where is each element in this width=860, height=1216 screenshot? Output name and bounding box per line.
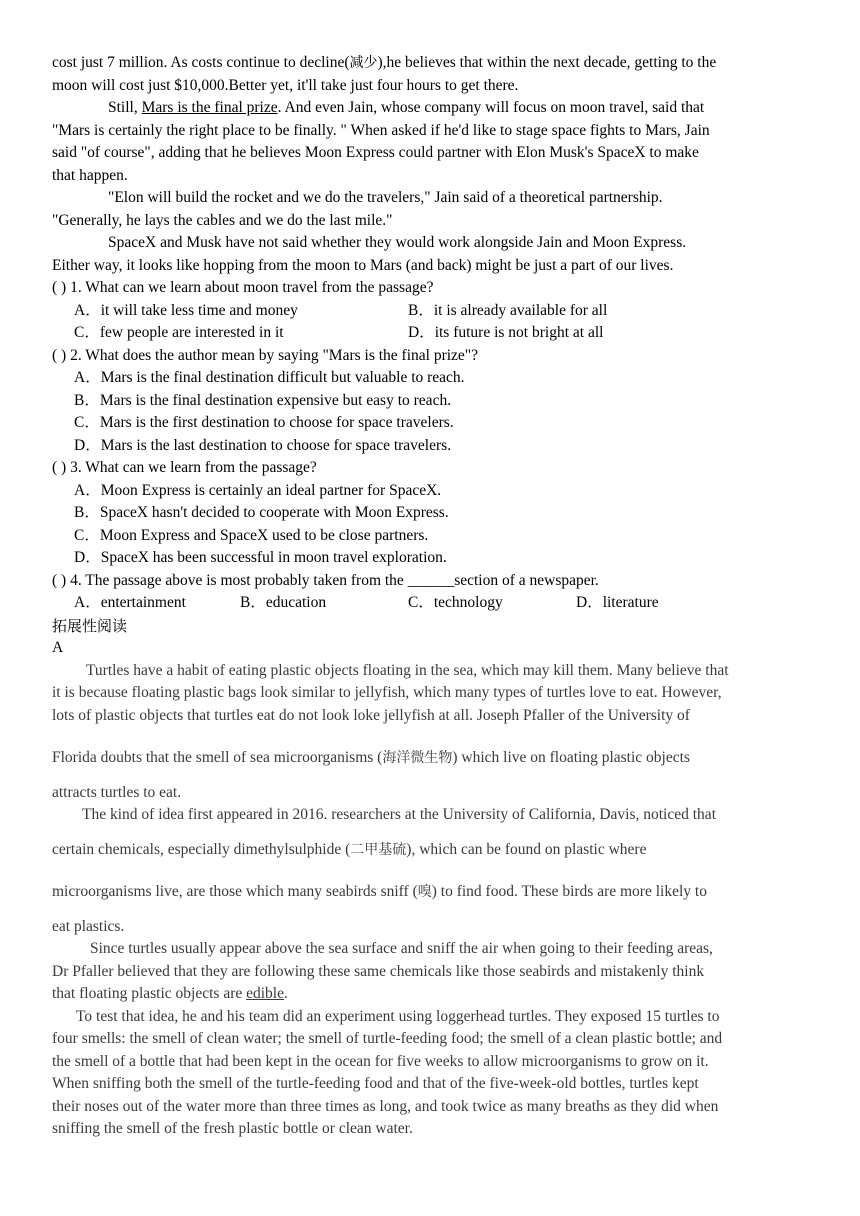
underlined-word: edible (246, 985, 284, 1002)
passage-line: the smell of a bottle that had been kept in the ocean for five weeks to allow microorganisms to grow on it. (52, 1052, 709, 1070)
paragraph-start: SpaceX and Musk have not said whether they would work alongside Jain and Moon Express. (108, 234, 687, 251)
text: certain chemicals, especially dimethylsulphide ( (52, 840, 351, 858)
text: Still, (108, 99, 142, 116)
option-d: D．Mars is the last destination to choose for space travelers. (74, 436, 452, 454)
passage-line: sniffing the smell of the fresh plastic bottle or clean water. (52, 1120, 413, 1137)
passage-line: four smells: the smell of clean water; the smell of turtle-feeding food; the smell of a clean plastic bottle; and (52, 1030, 723, 1047)
paragraph-start (52, 97, 812, 120)
passage-line: attracts turtles to eat. (52, 783, 182, 801)
text: Florida doubts that the smell of sea microorganisms ( (52, 749, 383, 766)
chinese-gloss: 嗅 (417, 884, 432, 900)
passage-line: lots of plastic objects that turtles eat do not look loke jellyfish at all. Joseph Pfaller of the University of (52, 706, 690, 724)
underlined-phrase: Mars is the final prize (141, 99, 278, 116)
paragraph-start: Turtles have a habit of eating plastic objects floating in the sea, which may kill them. Many believe that (86, 661, 729, 679)
passage-line: said "of course", adding that he believes Moon Express could partner with Elon Musk's SpaceX to make (52, 144, 699, 161)
passage-line: it is because floating plastic bags look similar to jellyfish, which many types of turtles love to eat. However, (52, 684, 722, 701)
passage-line (52, 983, 812, 1006)
passage-line: "Generally, he lays the cables and we do the last mile." (52, 211, 393, 229)
option-a: A．Mars is the final destination difficult but valuable to reach. (74, 369, 465, 386)
passage-line (52, 52, 812, 75)
question-stem: ( ) 1. What can we learn about moon travel from the passage? (52, 279, 434, 296)
option-b: B．Mars is the final destination expensive but easy to reach. (74, 391, 452, 409)
paragraph-start: Since turtles usually appear above the sea surface and sniff the air when going to their feeding areas, (90, 940, 713, 957)
passage-line (52, 839, 812, 862)
paragraph-start: The kind of idea first appeared in 2016. researchers at the University of California, Davis, noticed that (82, 806, 716, 823)
section-letter: A (52, 639, 64, 656)
text: ) which live on floating plastic objects (452, 749, 690, 766)
option-row (52, 592, 812, 615)
option-row (52, 322, 812, 345)
text: that floating plastic objects are (52, 985, 247, 1002)
passage-line: "Mars is certainly the right place to be finally. " When asked if he'd like to stage space fights to Mars, Jain (52, 121, 710, 139)
passage-line: their noses out of the water more than three times as long, and took twice as many breaths as they did when (52, 1097, 719, 1115)
passage-line (52, 881, 812, 904)
option-row (52, 300, 812, 323)
option-c: C．Moon Express and SpaceX used to be close partners. (74, 526, 429, 544)
text: . (284, 985, 288, 1002)
text: microorganisms live, are those which many seabirds sniff ( (52, 883, 418, 900)
option-d: D．SpaceX has been successful in moon travel exploration. (74, 549, 447, 566)
text: cost just 7 million. As costs continue to decline( (52, 54, 350, 71)
option-b: B．it is already available for all (408, 301, 608, 319)
question-stem: ( ) 4. The passage above is most probably taken from the ______section of a newspaper. (52, 571, 599, 589)
option-a: A．Moon Express is certainly an ideal partner for SpaceX. (74, 481, 442, 499)
text: ) to find food. These birds are more likely to (431, 883, 707, 900)
option-d: D．its future is not bright at all (408, 324, 604, 341)
passage-line: When sniffing both the smell of the turtle-feeding food and that of the five-week-old bottles, turtles kept (52, 1075, 699, 1092)
passage-2 (52, 660, 812, 1141)
question-stem: ( ) 3. What can we learn from the passage? (52, 459, 317, 476)
chinese-gloss: 海洋微生物 (382, 750, 453, 766)
paragraph-start: "Elon will build the rocket and we do the travelers," Jain said of a theoretical partnership. (108, 189, 663, 206)
option-c: C．few people are interested in it (74, 324, 284, 341)
passage-line: eat plastics. (52, 917, 125, 935)
passage-line (52, 747, 812, 770)
passage-line: Either way, it looks like hopping from the moon to Mars (and back) might be just a part of our lives. (52, 256, 674, 274)
document-page (52, 52, 812, 1141)
section-title: 拓展性阅读 (52, 616, 128, 635)
chinese-gloss: 减少 (349, 55, 378, 71)
option-a: A．entertainment (74, 594, 186, 611)
text: . And even Jain, whose company will focus on moon travel, said that (277, 99, 705, 116)
option-a: A．it will take less time and money (74, 301, 298, 319)
paragraph-start: To test that idea, he and his team did an experiment using loggerhead turtles. They exposed 15 turtles to (76, 1007, 720, 1025)
option-b: B．education (240, 594, 327, 611)
text: ), which can be found on plastic where (406, 840, 647, 858)
chinese-gloss: 二甲基硫 (350, 841, 407, 858)
option-c: C．technology (408, 594, 503, 611)
option-b: B．SpaceX hasn't decided to cooperate with Moon Express. (74, 504, 449, 521)
passage-line: moon will cost just $10,000.Better yet, it'll take just four hours to get there. (52, 76, 519, 94)
passage-line: Dr Pfaller believed that they are following these same chemicals like those seabirds and mistakenly think (52, 962, 705, 980)
text: ),he believes that within the next decade, getting to the (377, 54, 717, 71)
option-d: D．literature (576, 594, 659, 611)
question-stem: ( ) 2. What does the author mean by saying "Mars is the final prize"? (52, 346, 479, 364)
option-c: C．Mars is the first destination to choose for space travelers. (74, 414, 454, 431)
passage-line: that happen. (52, 166, 128, 184)
